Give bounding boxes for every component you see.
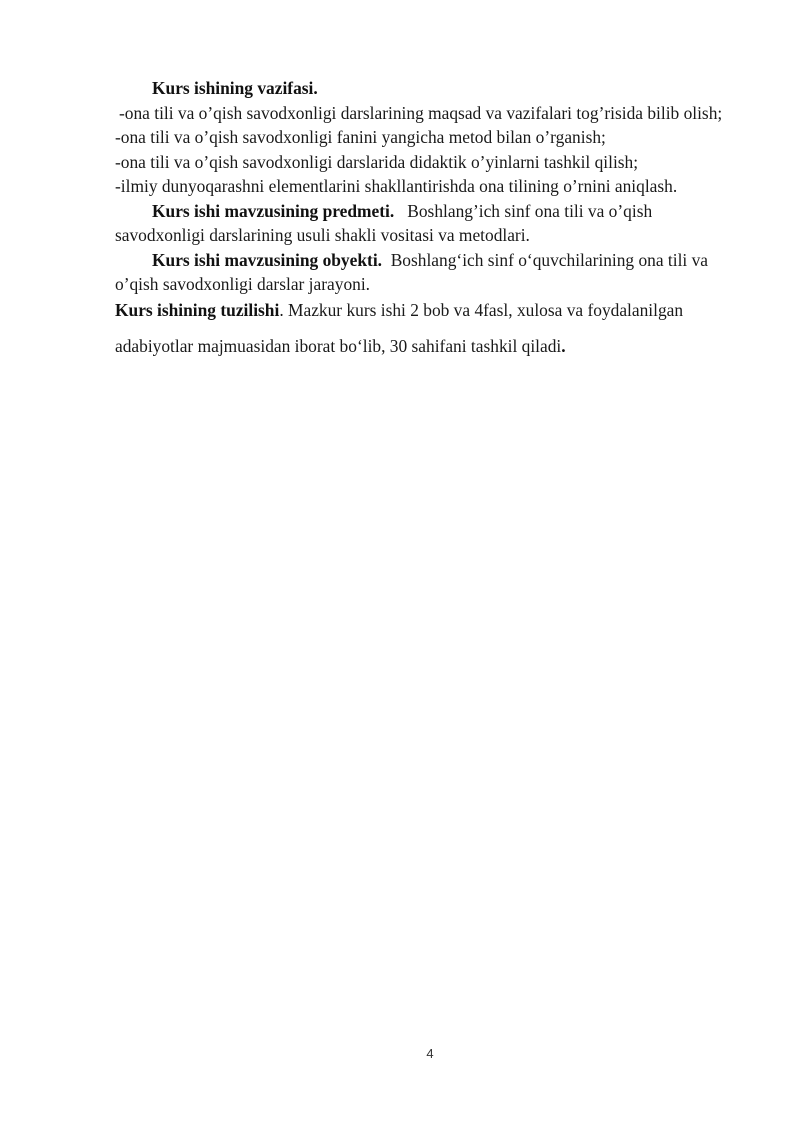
subject-label: Kurs ishi mavzusining predmeti. <box>152 200 395 221</box>
tasks-heading-text: Kurs ishining vazifasi. <box>152 78 318 98</box>
subject-text: Boshlang’ich sinf ona tili va o’qish savodxonligi darslarining usuli shakli vositasi va metodlari. <box>115 200 653 245</box>
object-label: Kurs ishi mavzusining obyekti. <box>152 249 382 270</box>
task-line-2: -ona tili va o’qish savodxonligi fanini yangicha metod bilan o’rganish; <box>115 127 606 147</box>
document-body <box>115 76 745 364</box>
object-paragraph <box>115 248 745 297</box>
subject-paragraph <box>115 199 745 248</box>
task-line-1: -ona tili va o’qish savodxonligi darslarining maqsad va vazifalari tog’risida bilib olish; <box>119 102 723 123</box>
task-line-3: -ona tili va o’qish savodxonligi darslarida didaktik o’yinlarni tashkil qilish; <box>115 151 639 172</box>
structure-text: . Mazkur kurs ishi 2 bob va 4fasl, xulosa va foydalanilgan adabiyotlar majmuasidan iborat boʻlib, 30 sahifani tashkil qiladi <box>115 299 684 356</box>
structure-paragraph <box>115 292 745 364</box>
structure-label: Kurs ishining tuzilishi <box>115 299 280 320</box>
task-line-4: -ilmiy dunyoqarashni elementlarini shakllantirishda ona tilining o’rnini aniqlash. <box>115 176 678 196</box>
page-number: 4 <box>426 1046 434 1061</box>
tasks-heading <box>115 76 745 101</box>
object-text: Boshlangʻich sinf oʻquvchilarining ona tili va o’qish savodxonligi darslar jarayoni. <box>115 249 709 294</box>
structure-end: . <box>561 335 566 356</box>
